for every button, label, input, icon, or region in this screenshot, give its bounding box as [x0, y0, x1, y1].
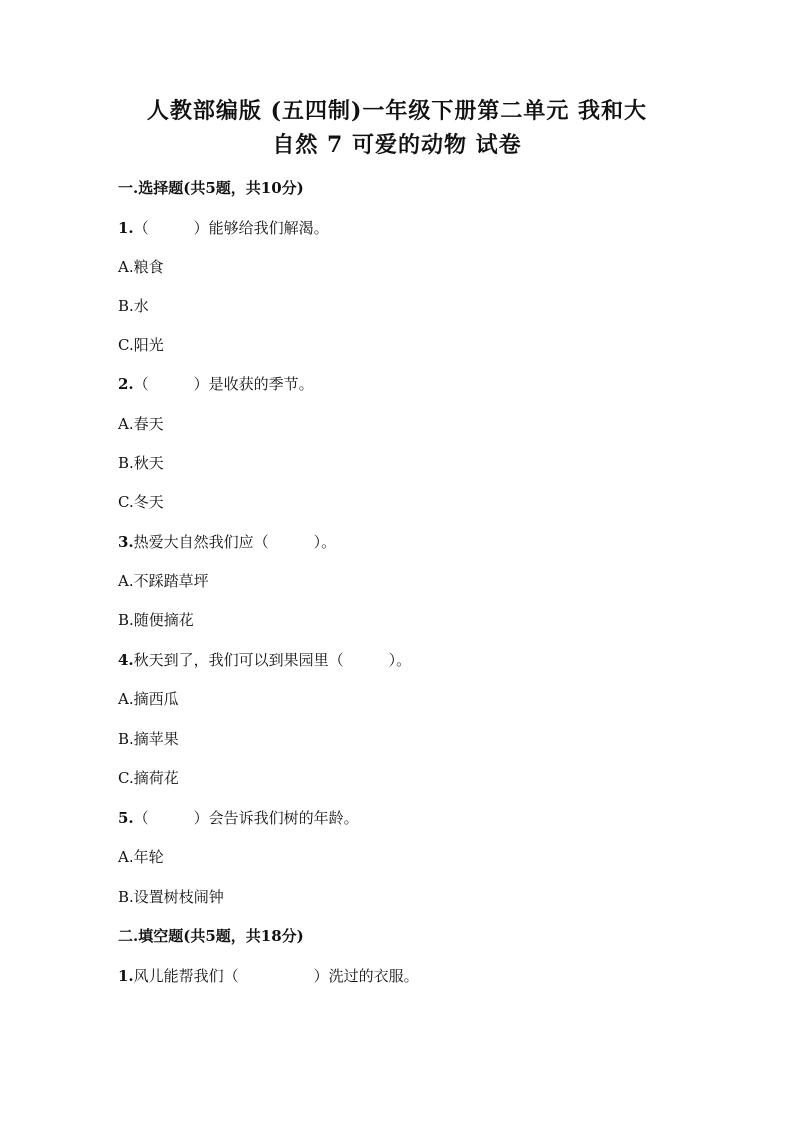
question-text: （ ）会告诉我们树的年龄。 [133, 809, 359, 827]
question-3 [118, 532, 336, 552]
option-4c: C.摘荷花 [118, 769, 179, 787]
question-4 [118, 650, 411, 670]
question-number: 4. [118, 651, 134, 669]
question-5 [118, 808, 359, 828]
option-5a: A.年轮 [118, 848, 164, 866]
option-5b: B.设置树枝闹钟 [118, 888, 224, 906]
option-2b: B.秋天 [118, 454, 164, 472]
option-1c: C.阳光 [118, 336, 164, 354]
option-1a: A.粮食 [118, 258, 164, 276]
question-2 [118, 374, 314, 394]
option-4a: A.摘西瓜 [118, 690, 179, 708]
option-4b: B.摘苹果 [118, 730, 179, 748]
question-number: 1. [118, 219, 134, 237]
question-text: 秋天到了，我们可以到果园里（ ）。 [133, 651, 412, 669]
question-number: 2. [118, 375, 134, 393]
section-heading-choice: 一.选择题(共5题，共10分) [118, 179, 304, 197]
question-number: 1. [118, 967, 134, 985]
option-3a: A.不踩踏草坪 [118, 572, 209, 590]
question-number: 5. [118, 809, 134, 827]
option-2a: A.春天 [118, 415, 164, 433]
section-heading-fill: 二.填空题(共5题，共18分) [118, 927, 304, 945]
option-3b: B.随便摘花 [118, 611, 194, 629]
question-text: 风儿能帮我们（ ）洗过的衣服。 [133, 967, 419, 985]
question-text: （ ）能够给我们解渴。 [133, 219, 329, 237]
question-text: （ ）是收获的季节。 [133, 375, 314, 393]
title-line-1: 人教部编版 (五四制)一年级下册第二单元 我和大 [146, 98, 648, 124]
question-1 [118, 218, 329, 238]
fill-question-1 [118, 966, 419, 986]
option-1b: B.水 [118, 297, 149, 315]
question-number: 3. [118, 533, 134, 551]
option-2c: C.冬天 [118, 493, 164, 511]
question-text: 热爱大自然我们应（ ）。 [133, 533, 337, 551]
title-line-2: 自然 7 可爱的动物 试卷 [272, 132, 522, 158]
